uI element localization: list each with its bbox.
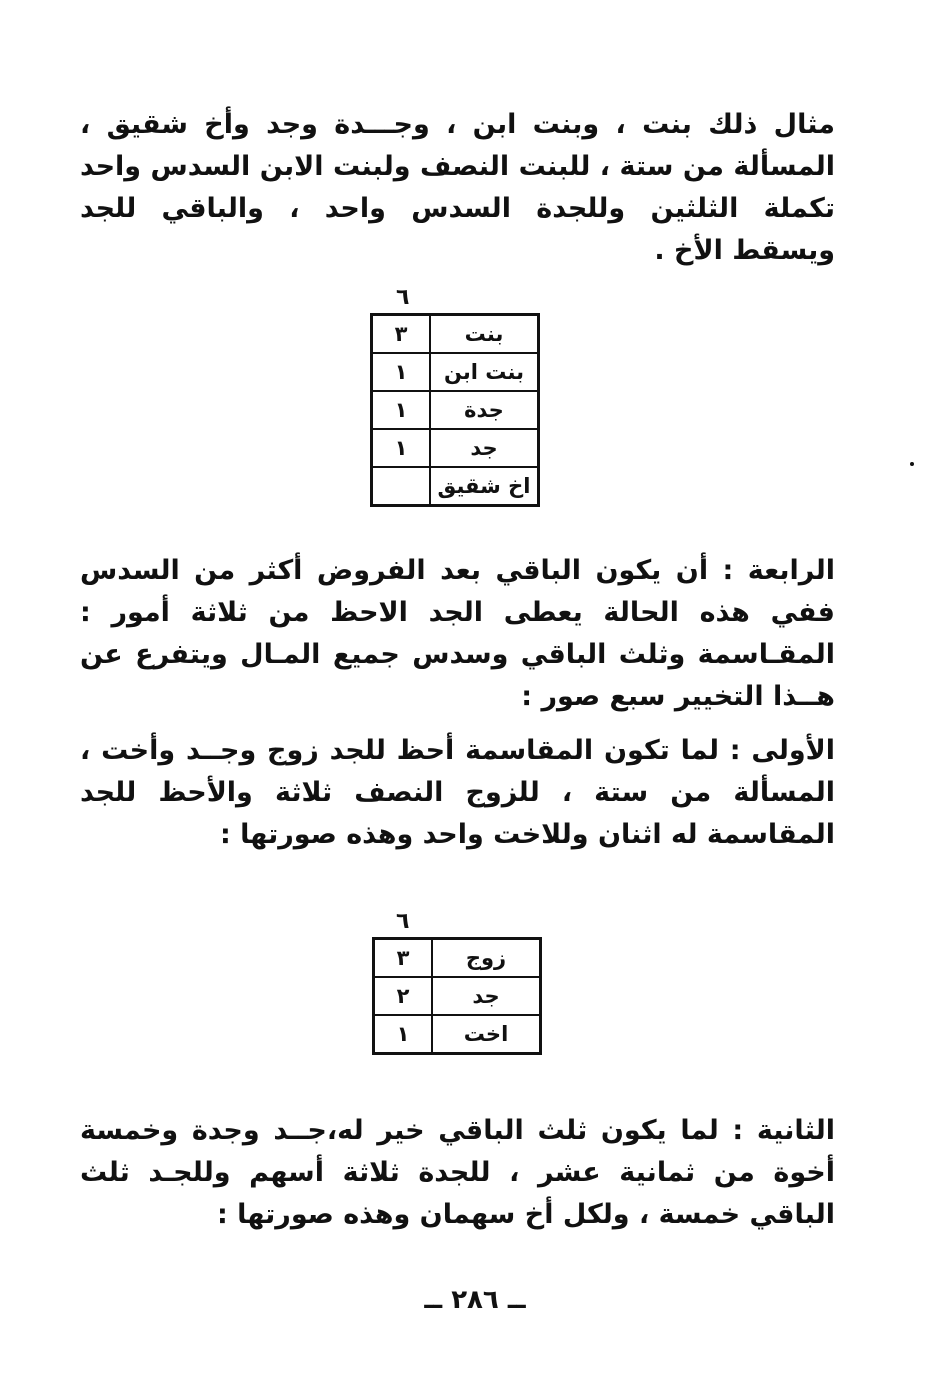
table-1-denominator: ٦ <box>396 285 410 310</box>
page-number: ــ ٢٨٦ ــ <box>424 1285 526 1315</box>
paragraph-example-1: مثال ذلك بنت ، وبنت ابن ، وجـــدة وجد وأخ شقيق ، المسألة من ستة ، للبنت النصف ولبنت الابن السدس واحد تكملة الثلثين وللجدة السدس واحد ، والباقي للجد ويسقط الأخ . <box>80 109 835 266</box>
paragraph-fourth-case: الرابعة : أن يكون الباقي بعد الفروض أكثر من السدس ففي هذه الحالة يعطى الجد الاحظ من ثلاثة أمور : المقـاسمة وثلث الباقي وسدس جميع المـال ويتفرع عن هــذا التخيير سبع صور : <box>80 555 835 712</box>
table-row <box>374 939 541 978</box>
inheritance-table-1 <box>370 285 540 507</box>
table-row <box>372 353 539 391</box>
share-cell: ٢ <box>374 977 433 1015</box>
table-row <box>372 315 539 354</box>
paragraph-first-form: الأولى : لما تكون المقاسمة أحظ للجد زوج وجــد وأخت ، المسألة من ستة ، للزوج النصف ثلاثة والأحظ للجد المقاسمة له اثنان وللاخت واحد وهذه صورتها : <box>80 735 835 850</box>
table-2-denominator: ٦ <box>396 909 410 934</box>
table-2-grid <box>372 937 542 1055</box>
share-cell: ٣ <box>374 939 433 978</box>
table-row <box>372 429 539 467</box>
share-cell <box>372 467 431 506</box>
heir-cell: جدة <box>430 391 539 429</box>
heir-cell: جد <box>432 977 541 1015</box>
heir-cell: اخت <box>432 1015 541 1054</box>
heir-cell: زوج <box>432 939 541 978</box>
share-cell: ٣ <box>372 315 431 354</box>
share-cell: ١ <box>372 429 431 467</box>
share-cell: ١ <box>372 391 431 429</box>
table-row <box>372 391 539 429</box>
table-1-grid <box>370 313 540 507</box>
ink-speck <box>910 462 914 466</box>
inheritance-table-2 <box>372 909 542 1055</box>
table-row <box>374 1015 541 1054</box>
heir-cell: بنت ابن <box>430 353 539 391</box>
heir-cell: اخ شقيق <box>430 467 539 506</box>
share-cell: ١ <box>374 1015 433 1054</box>
paragraph-second-form: الثانية : لما يكون ثلث الباقي خير له،جــد وجدة وخمسة أخوة من ثمانية عشر ، للجدة ثلاثة أسهم وللجـد ثلث الباقي خمسة ، ولكل أخ سهمان وهذه صورتها : <box>80 1115 835 1230</box>
heir-cell: بنت <box>430 315 539 354</box>
share-cell: ١ <box>372 353 431 391</box>
heir-cell: جد <box>430 429 539 467</box>
table-row <box>372 467 539 506</box>
table-row <box>374 977 541 1015</box>
